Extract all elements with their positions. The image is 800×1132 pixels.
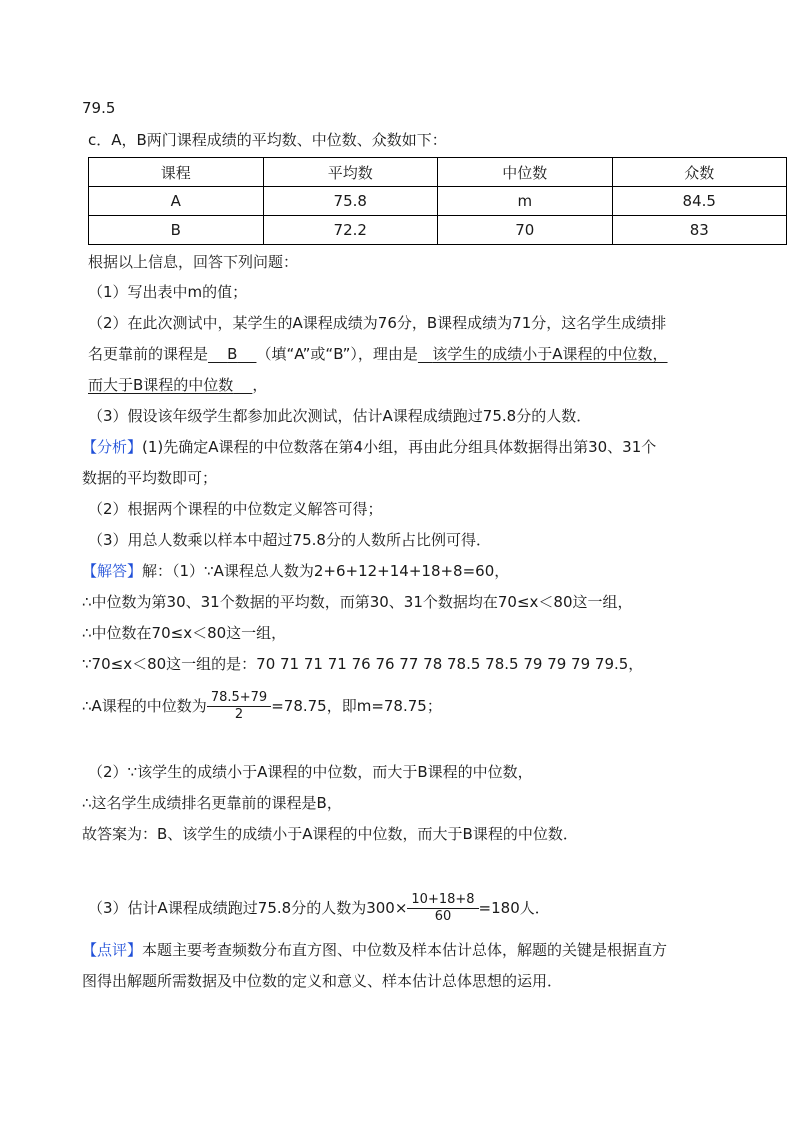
question-2-line1: （2）在此次测试中，某学生的A课程成绩为76分，B课程成绩为71分，这名学生成绩排 xyxy=(88,314,667,332)
top-value: 79.5 xyxy=(82,99,116,117)
fraction-denominator: 60 xyxy=(434,909,452,924)
table-cell: 84.5 xyxy=(612,187,787,216)
comment-line2: 图得出解题所需数据及中位数的定义和意义、样本估计总体思想的运用． xyxy=(82,972,563,990)
solution-line5 xyxy=(82,688,442,724)
lead-text: 根据以上信息，回答下列问题： xyxy=(88,253,299,271)
table-cell: 70 xyxy=(438,216,613,245)
solution-line2: ∴中位数为第30、31个数据的平均数，而第30、31个数据均在70≤x＜80这一组， xyxy=(82,593,633,611)
table-header-row xyxy=(89,158,787,187)
table-row xyxy=(89,216,787,245)
stats-table xyxy=(88,157,787,245)
solution-line3: ∴中位数在70≤x＜80这一组， xyxy=(82,624,287,642)
analysis-tag: 【分析】 xyxy=(82,438,143,456)
solution-line4: ∵70≤x＜80这一组的是：70 71 71 71 76 76 77 78 78.5 78.5 79 79 79 79.5， xyxy=(82,655,644,673)
solution-text-1: 解：（1）∵A课程总人数为2+6+12+14+18+8=60， xyxy=(142,562,510,580)
solution-text-5b: =78.75，即m=78.75； xyxy=(271,697,442,715)
question-2-hint: （填“A”或“B”），理由是 xyxy=(256,345,418,363)
comment-text-1: 本题主要考查频数分布直方图、中位数及样本估计总体，解题的关键是根据直方 xyxy=(142,941,668,959)
comment-tag: 【点评】 xyxy=(82,941,143,959)
question-1: （1）写出表中m的值； xyxy=(88,283,248,301)
table-header-cell: 平均数 xyxy=(263,158,438,187)
solution3-line xyxy=(88,890,550,926)
question-2-prompt: 名更靠前的课程是 xyxy=(88,345,209,363)
solution2-line1: （2）∵该学生的成绩小于A课程的中位数，而大于B课程的中位数， xyxy=(88,763,533,781)
fraction-numerator: 78.5+79 xyxy=(207,690,271,707)
analysis-line3: （2）根据两个课程的中位数定义解答可得； xyxy=(88,500,383,518)
table-cell: m xyxy=(438,187,613,216)
table-row xyxy=(89,187,787,216)
solution-tag: 【解答】 xyxy=(82,562,143,580)
fraction-numerator: 10+18+8 xyxy=(407,892,478,909)
answer-blank xyxy=(208,345,256,363)
table-cell: 75.8 xyxy=(263,187,438,216)
solution-text-5: ∴A课程的中位数为 xyxy=(82,697,207,715)
median-fraction xyxy=(207,690,271,723)
analysis-line2: 数据的平均数即可； xyxy=(82,469,218,487)
reason-blank-part2 xyxy=(88,376,252,394)
ratio-fraction xyxy=(407,892,478,925)
line-end-comma: ， xyxy=(252,376,268,394)
table-cell: 72.2 xyxy=(263,216,438,245)
solution3-text: （3）估计A课程成绩跑过75.8分的人数为300× xyxy=(88,899,408,917)
answer-blank-value: B xyxy=(227,345,238,363)
table-cell: B xyxy=(89,216,264,245)
table-header-cell: 众数 xyxy=(612,158,787,187)
solution2-line3: 故答案为：B、该学生的成绩小于A课程的中位数，而大于B课程的中位数． xyxy=(82,825,578,843)
question-2-line2 xyxy=(88,344,668,364)
table-header-cell: 课程 xyxy=(89,158,264,187)
intro-c: c．A，B两门课程成绩的平均数、中位数、众数如下： xyxy=(88,131,447,149)
reason-text-1: 该学生的成绩小于A课程的中位数， xyxy=(432,345,668,363)
reason-blank-part1 xyxy=(418,345,668,363)
solution-line1 xyxy=(82,561,509,581)
comment-line1 xyxy=(82,940,667,960)
analysis-line4: （3）用总人数乘以样本中超过75.8分的人数所占比例可得． xyxy=(88,531,491,549)
analysis-text-1: (1)先确定A课程的中位数落在第4小组，再由此分组具体数据得出第30、31个 xyxy=(142,438,657,456)
analysis-line1 xyxy=(82,437,656,457)
solution3-result: =180人． xyxy=(478,899,550,917)
fraction-denominator: 2 xyxy=(234,707,244,722)
question-3: （3）假设该年级学生都参加此次测试，估计A课程成绩跑过75.8分的人数． xyxy=(88,407,592,425)
reason-text-2: 而大于B课程的中位数 xyxy=(88,376,234,394)
question-2-line3 xyxy=(88,375,267,395)
table-header-cell: 中位数 xyxy=(438,158,613,187)
table-cell: 83 xyxy=(612,216,787,245)
table-cell: A xyxy=(89,187,264,216)
solution2-line2: ∴这名学生成绩排名更靠前的课程是B， xyxy=(82,794,342,812)
